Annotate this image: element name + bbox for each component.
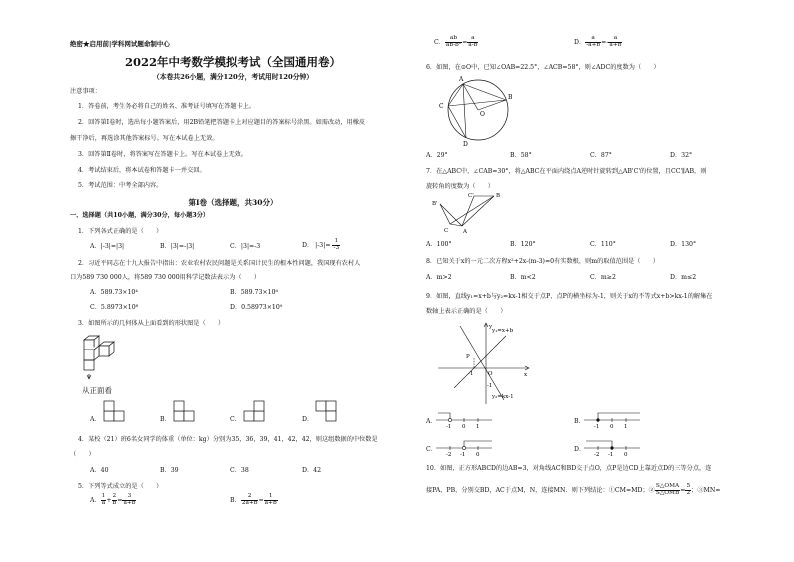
- q1-option-b: B．|3|=-|3|: [160, 243, 195, 250]
- q9-option-b: B．: [574, 418, 585, 425]
- notes-heading: 注意事项：: [70, 88, 101, 95]
- q3-shape-b: [174, 400, 198, 422]
- q9-numberline-b: [584, 410, 644, 430]
- q5-option-a: A． $\frac{1}{a}$ + $\frac{2}{b}$ = $\frac{3}{a+b}$: [90, 493, 136, 506]
- q1-option-d: D． |-3|= $\frac{1}{-3}$: [302, 238, 340, 251]
- q6-option-a: A．29°: [426, 152, 448, 159]
- label-c: C: [444, 228, 449, 234]
- q7-option-b: B．120°: [510, 241, 536, 248]
- q3-option-a: A．: [90, 416, 101, 423]
- q8-option-a: A．m>2: [426, 274, 452, 281]
- q2-stem-1: 2．习近平同志在十九大报告中指出：农业农村农民问题是关系国计民生的根本性问题，我国现有农村人: [78, 260, 361, 267]
- confidential-mark: 绝密★启用前|学科网试题命制中心: [70, 40, 170, 48]
- label-a: A: [459, 76, 464, 83]
- label-a: A: [463, 229, 467, 235]
- note-1: 1．答卷前，考生务必将自己的姓名、准考证号填写在答题卡上。: [78, 103, 256, 110]
- q7-rotation-figure: [434, 192, 504, 237]
- q2-option-a: A．589.73×10⁴: [90, 289, 138, 296]
- svg-text:-1: -1: [594, 424, 600, 430]
- note-2-cont: 擦干净后，再选涂其他答案标号。写在本试卷上无效。: [70, 135, 219, 142]
- q1-d-fraction: $\frac{1}{-3}$: [333, 238, 340, 251]
- q1-option-a: A．|-3|=|3|: [90, 243, 125, 250]
- q6-option-d: D．32°: [670, 152, 693, 159]
- svg-text:-1: -1: [446, 424, 452, 430]
- q7-stem-2: 旋转角的度数为（ ）: [426, 183, 495, 190]
- q9-numberline-d: [584, 438, 644, 458]
- label-b: B: [496, 193, 501, 199]
- note-4: 4．考试结束后，将本试卷和答题卡一并交回。: [78, 167, 206, 174]
- svg-text:1: 1: [476, 424, 480, 430]
- q8-option-d: D．m≤2: [670, 274, 697, 281]
- q4-option-d: D．42: [302, 467, 322, 474]
- q2-stem-2: 口为589 730 000人，将589 730 000用科学记数法表示为（ ）: [70, 274, 261, 281]
- q8-option-b: B．m<2: [510, 274, 536, 281]
- label-y1: y₁=x+b: [492, 328, 514, 334]
- svg-text:-1: -1: [460, 452, 466, 458]
- note-3: 3．回答第Ⅱ卷时，将答案写在答题卡上。写在本试卷上无效。: [78, 151, 248, 158]
- label-o: O: [480, 111, 485, 118]
- q4-stem-2: （ ）: [70, 451, 95, 458]
- q4-stem-1: 4．某校（21）班6名女同学的体重（单位：kg）分别为35，36，39，41，42，42，则这组数据的中位数是: [78, 436, 378, 443]
- q10-stem-2: 接PA，PB，分别交BD，AC于点M，N，连接MN．则下列结论：①CM=MD；② $\frac{\text{S△OMA}}{\text{S△OMB}}$ = $\frac{5}{2}$ ；③MN=: [426, 483, 721, 496]
- q3-shape-d: [316, 400, 340, 422]
- svg-text:-2: -2: [446, 452, 452, 458]
- q7-option-d: D．130°: [670, 241, 697, 248]
- q10-stem-1: 10．如图，正方形ABCD的边AB=3，对角线AC和BD交于点O，点P是边CD上靠近点D的三等分点，连: [426, 465, 712, 472]
- note-2: 2．回答第Ⅰ卷时，选出每小题答案后，用2B铅笔把答题卡上对应题目的答案标号涂黑。如需改动，用橡皮: [78, 119, 366, 126]
- label-p: P: [466, 354, 470, 360]
- svg-text:0: 0: [610, 424, 614, 430]
- q3-solid-figure: [78, 330, 128, 380]
- q1-stem: 1．下列各式正确的是（ ）: [78, 228, 163, 235]
- q9-option-a: A．: [426, 418, 437, 425]
- q9-stem-2: 数轴上表示正确的是（ ）: [426, 308, 507, 315]
- q2-option-c: C．5.8973×10⁸: [90, 304, 139, 311]
- q8-stem: 8．已知关于x的一元二次方程x²+2x-(m-3)=0有实数根，则m的取值范围是（ ）: [426, 258, 659, 265]
- q10-area-ratio: $\frac{\text{S△OMA}}{\text{S△OMB}}$: [655, 483, 680, 496]
- q5-option-d: D． $\frac{a}{-a+b}$ =- $\frac{a}{a+b}$: [574, 35, 622, 48]
- label-x: x: [524, 372, 528, 378]
- q9-graph-figure: [434, 320, 534, 406]
- q3-stem: 3．如图所示的几何体从上面看到的形状图是（ ）: [78, 320, 225, 327]
- label-origin: O: [488, 371, 493, 377]
- q5-stem: 5．下列等式成立的是（ ）: [78, 483, 163, 490]
- svg-text:-1: -1: [608, 452, 614, 458]
- q2-option-b: B．589.73×10⁶: [230, 289, 278, 296]
- label-b: B: [508, 94, 513, 101]
- q2-option-d: D．0.58973×10⁹: [230, 304, 283, 311]
- q3-option-b: B．: [160, 416, 171, 423]
- q7-option-c: C．110°: [590, 241, 616, 248]
- q6-option-b: B．58°: [510, 152, 532, 159]
- note-5: 5．考试范围：中考全部内容。: [78, 182, 163, 189]
- q9-numberline-c: [436, 438, 496, 458]
- label-neg-one: -1: [487, 383, 493, 389]
- label-c-prime: C': [468, 193, 474, 199]
- svg-text:0: 0: [462, 424, 466, 430]
- q3-option-c: C．: [230, 416, 241, 423]
- exam-subtitle: （本卷共26小题，满分120分，考试用时120分钟）: [152, 73, 314, 81]
- q4-option-a: A．40: [90, 467, 109, 474]
- q7-option-a: A．100°: [426, 241, 452, 248]
- svg-text:-2: -2: [594, 452, 600, 458]
- q1-option-c: C．|3|=-3: [230, 243, 261, 250]
- q8-option-c: C．m≥2: [590, 274, 616, 281]
- q9-stem-1: 9．如图，直线y₁=x+b与y₂=kx-1相交于点P，点P的横坐标为-1，则关于x的不等式x+b>kx-1的解集在: [426, 293, 713, 300]
- label-minus-one: -1: [468, 371, 474, 377]
- q9-numberline-a: [436, 410, 496, 430]
- svg-text:0: 0: [476, 452, 480, 458]
- q3-option-d: D．: [302, 416, 314, 423]
- label-b-prime: B': [432, 201, 438, 207]
- section-one-heading: 一、选择题（共10小题，满分30分，每小题3分）: [70, 212, 210, 219]
- svg-text:0: 0: [624, 452, 628, 458]
- q3-shape-c: [244, 400, 268, 422]
- exam-title: 2022年中考数学模拟考试（全国通用卷）: [124, 55, 341, 69]
- q4-option-c: C．38: [230, 467, 249, 474]
- q7-stem-1: 7．在△ABC中，∠CAB=30°，将△ABC在平面内绕点A逆时针旋转到△AB'C'的位置，且CC'∥AB，则: [426, 168, 707, 175]
- label-d: D: [463, 141, 468, 148]
- q6-stem: 6．如图，在⊙O中，已知∠OAB=22.5°，∠ACB=58°，则∠ADC的度数为（ ）: [426, 64, 660, 71]
- q3-caption: 从正面看: [82, 386, 112, 395]
- volume-one-heading: 第Ⅰ卷（选择题，共30分）: [188, 198, 278, 207]
- q6-circle-figure: [436, 72, 516, 148]
- svg-text:1: 1: [624, 424, 628, 430]
- label-c: C: [439, 103, 444, 110]
- label-y: y: [489, 324, 493, 330]
- q4-option-b: B．39: [160, 467, 179, 474]
- q5-option-b: B． $\frac{2}{2a+b}$ = $\frac{1}{a+b}$: [230, 493, 277, 506]
- q9-option-c: C．: [426, 446, 437, 453]
- q6-option-c: C．87°: [590, 152, 612, 159]
- q3-shape-a: [104, 400, 128, 422]
- label-y2: y₂=kx-1: [492, 394, 514, 400]
- q5-option-c: C． $\frac{ab}{\text{ab-b²}}$ = $\frac{a}{a-b}$: [434, 35, 478, 48]
- q9-option-d: D．: [574, 446, 586, 453]
